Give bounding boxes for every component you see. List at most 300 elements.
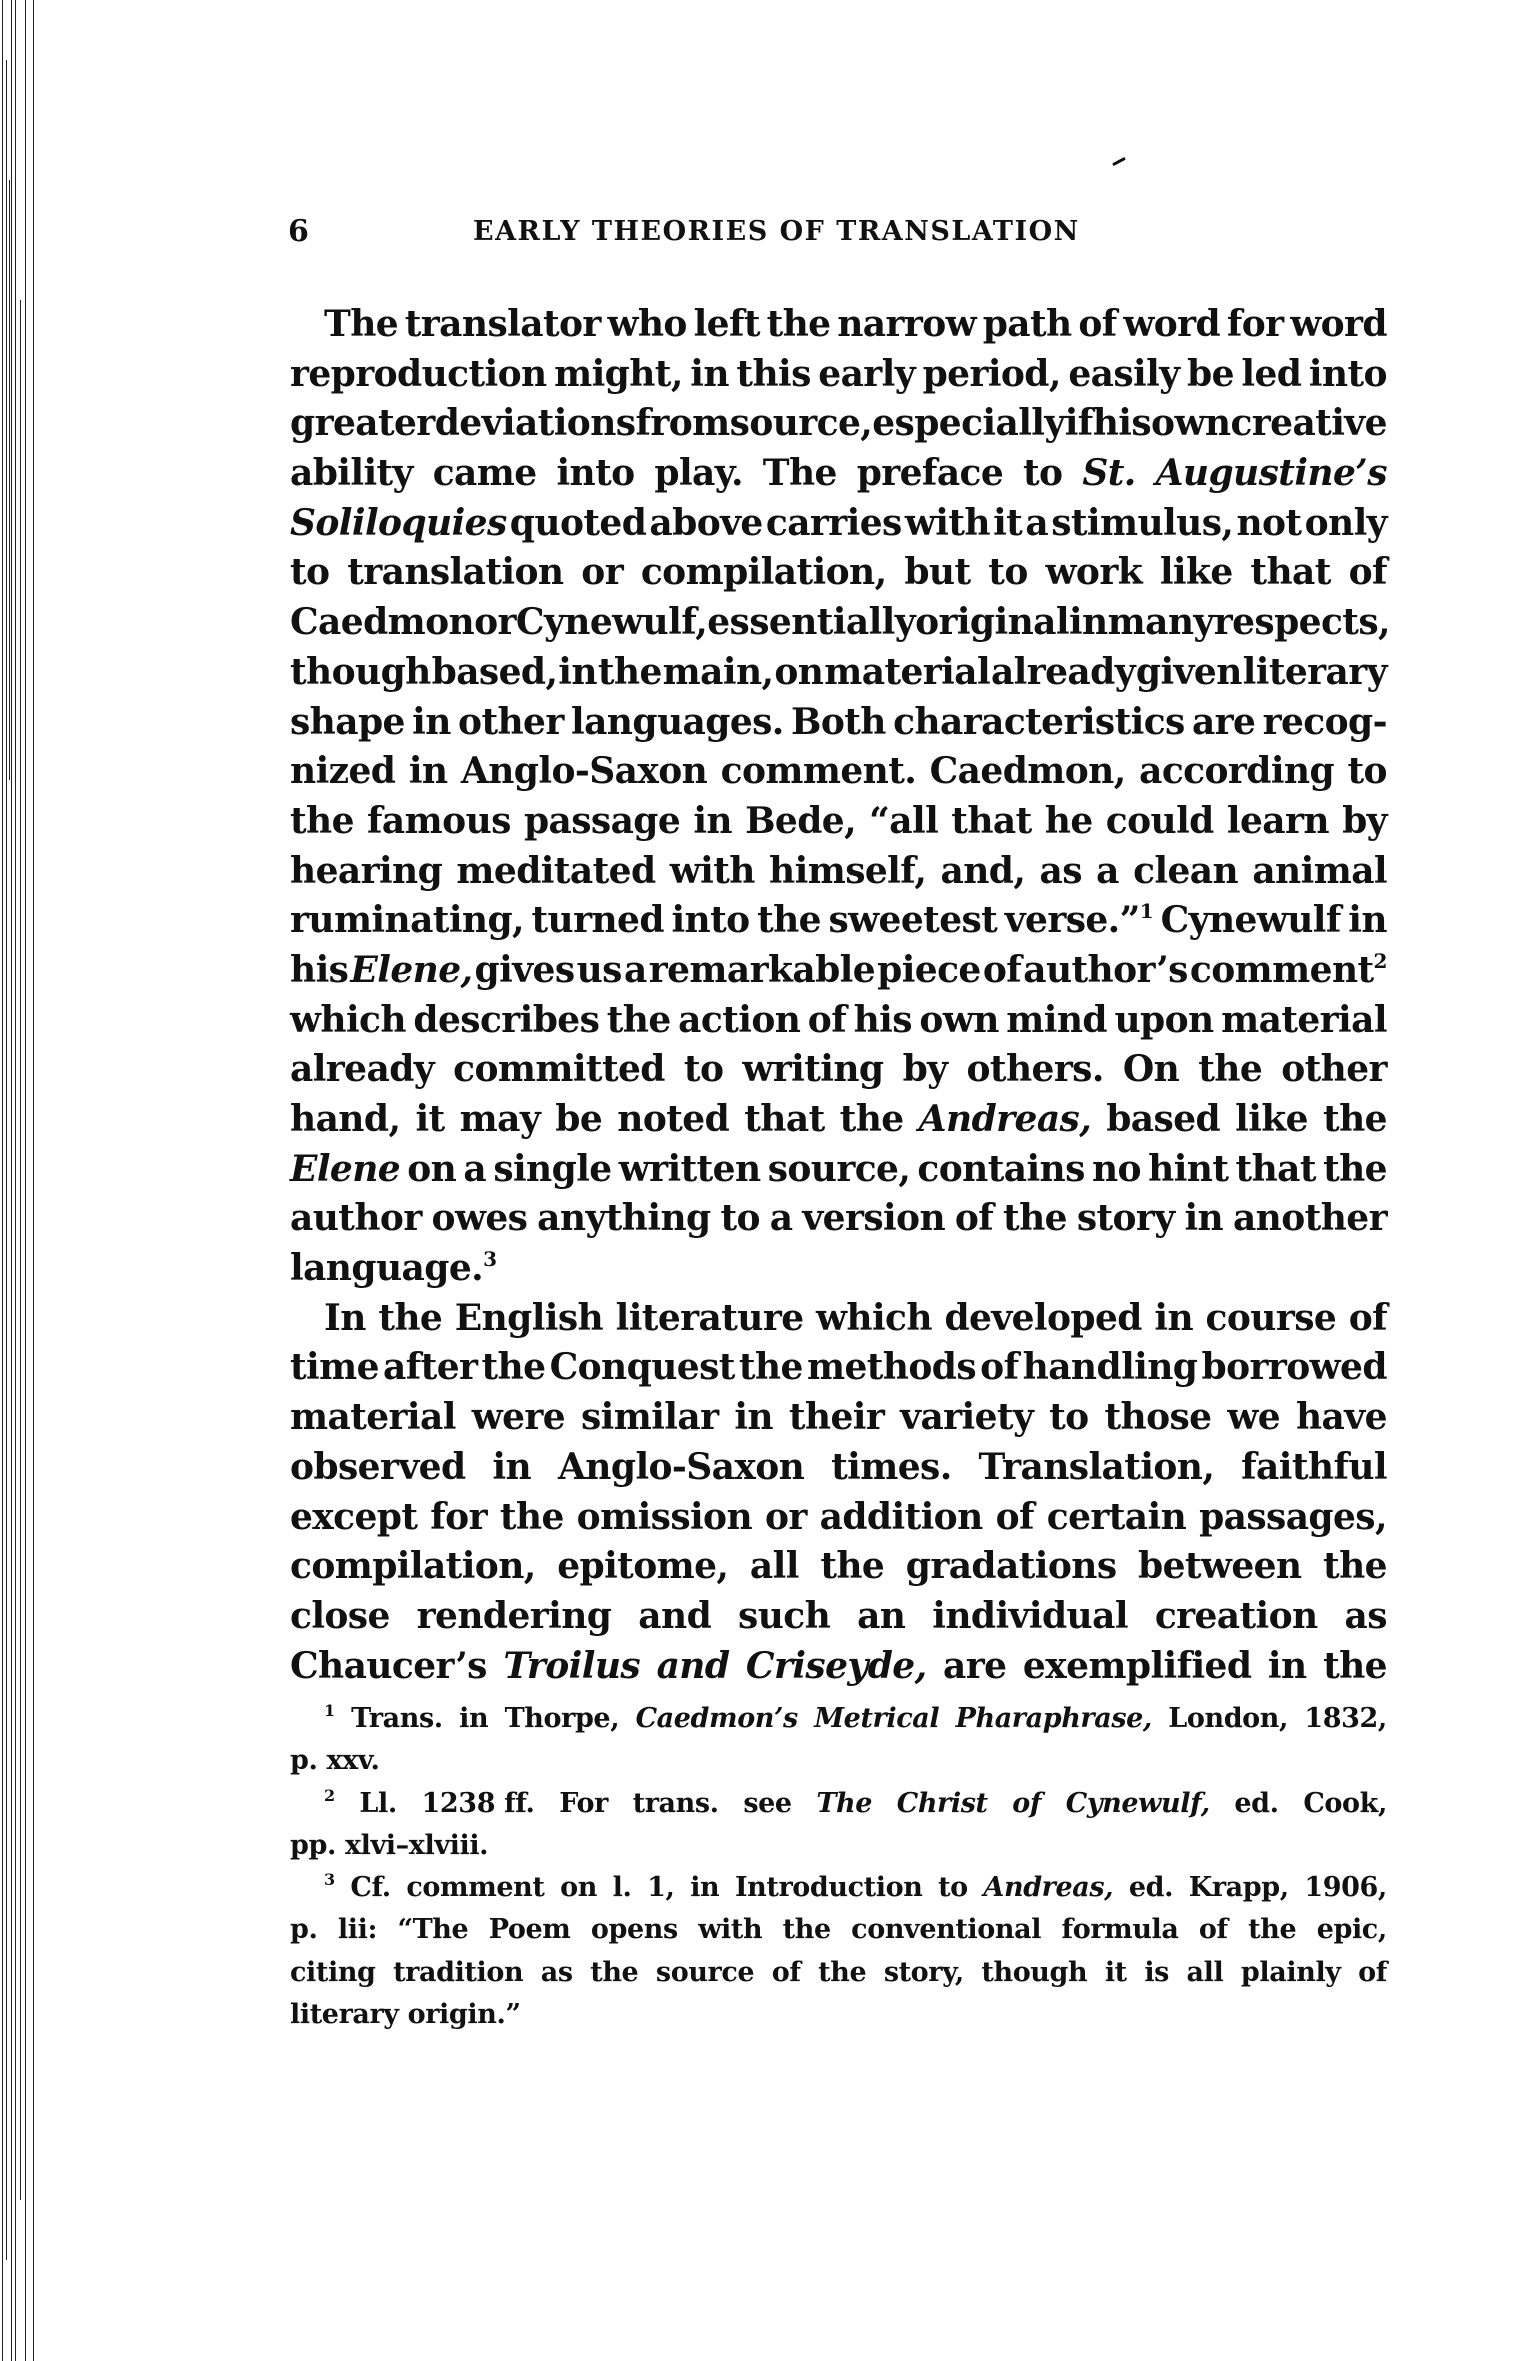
word: be — [1187, 352, 1234, 395]
word: by — [1342, 799, 1387, 842]
word: for — [1226, 303, 1284, 345]
word: like — [1159, 551, 1233, 594]
word: the — [481, 1346, 546, 1389]
word: gives — [474, 948, 575, 991]
word: Elene — [290, 1147, 401, 1190]
word: from — [635, 402, 730, 445]
word: or — [581, 551, 624, 594]
word: “The — [397, 1914, 469, 1946]
word: creation — [1154, 1594, 1318, 1637]
word: On — [1122, 1048, 1180, 1091]
text-line — [290, 1493, 1387, 1543]
text-line — [290, 747, 1387, 797]
word: story — [1076, 1197, 1175, 1240]
word: Troilus — [503, 1644, 641, 1687]
footnote-marker: 2 — [1373, 948, 1387, 973]
word: that — [1250, 551, 1331, 594]
word: literary — [290, 1999, 399, 2031]
word: trans. — [632, 1787, 719, 1819]
word: Anglo-Saxon — [460, 750, 708, 793]
word: the — [820, 1545, 885, 1588]
word: but — [904, 551, 971, 594]
word: in — [1184, 1197, 1224, 1240]
word: Conquest — [549, 1346, 735, 1389]
word: borrowed — [1201, 1346, 1387, 1389]
word: the — [499, 1495, 564, 1538]
word: Caedmon — [290, 601, 475, 644]
word: such — [738, 1594, 831, 1637]
word: Caedmon, — [929, 750, 1126, 793]
word: upon — [1114, 998, 1214, 1041]
word: between — [1138, 1545, 1302, 1588]
word: the — [839, 1098, 904, 1140]
text-line — [290, 797, 1387, 847]
word: passage — [523, 799, 681, 842]
word: ruminating, — [290, 899, 524, 942]
text-line — [290, 847, 1387, 897]
word: Soliloquies — [290, 501, 507, 544]
word: plainly — [1240, 1956, 1341, 1988]
word: clean — [1133, 849, 1239, 892]
word: deviations — [434, 402, 636, 445]
word: in — [1348, 899, 1387, 942]
word: developed — [944, 1296, 1142, 1339]
word: characteristics — [893, 700, 1185, 743]
word: a — [769, 1197, 793, 1240]
word: in — [408, 750, 448, 793]
word: with — [904, 501, 990, 544]
text-line — [290, 1542, 1387, 1592]
word: in — [412, 700, 451, 743]
word: famous — [367, 799, 511, 842]
word: the — [818, 1956, 867, 1988]
word: compilation, — [290, 1545, 536, 1588]
word: single — [493, 1147, 612, 1190]
word: which — [290, 998, 406, 1041]
word: meditated — [456, 849, 656, 892]
word: a — [623, 948, 647, 991]
word: of — [1012, 1787, 1042, 1819]
word: with — [698, 1914, 763, 1946]
word: could — [1105, 799, 1214, 842]
word: another — [1232, 1197, 1387, 1240]
word: “all — [869, 799, 939, 842]
word: noted — [617, 1098, 730, 1140]
word: origin.” — [407, 1999, 521, 2031]
word: Andreas, — [983, 1872, 1114, 1904]
word: those — [1104, 1396, 1212, 1439]
footnote-line — [290, 1825, 1387, 1867]
word: ed. — [1128, 1872, 1174, 1904]
text-line — [290, 1443, 1387, 1493]
word: that — [744, 1098, 825, 1140]
word: observed — [290, 1445, 466, 1488]
word: own — [1151, 402, 1231, 445]
word: For — [559, 1787, 608, 1819]
word: came — [432, 452, 537, 495]
word: 1906, — [1304, 1872, 1387, 1904]
word: are — [1191, 700, 1256, 743]
word: learn — [1226, 799, 1329, 842]
word: comment. — [720, 750, 917, 793]
word: ability — [290, 452, 413, 495]
word: above — [649, 501, 763, 544]
word: Cynewulf, — [1065, 1787, 1210, 1819]
word: in — [693, 799, 732, 842]
word: l. — [612, 1872, 632, 1904]
word: of — [954, 1197, 994, 1240]
word: Criseyde, — [745, 1644, 927, 1687]
word: the — [1003, 1197, 1067, 1240]
word: of — [1198, 1914, 1228, 1946]
word: might, — [554, 352, 683, 395]
word: Translation, — [978, 1445, 1215, 1488]
text-line — [290, 1642, 1387, 1692]
text-line — [290, 1045, 1387, 1095]
word: Chaucer’s — [290, 1644, 487, 1687]
word: be — [555, 1098, 603, 1140]
word: only — [1304, 501, 1387, 544]
word: though — [981, 1956, 1088, 1988]
word: an — [857, 1594, 906, 1637]
word: 1, — [647, 1872, 675, 1904]
word: are — [943, 1644, 1007, 1687]
text-line — [290, 1592, 1387, 1642]
footnote-line — [290, 1867, 1387, 1909]
word: lii: — [337, 1914, 378, 1946]
word: all — [749, 1545, 799, 1588]
word: narrow — [837, 303, 977, 345]
word: quoted — [509, 501, 647, 544]
word: the — [378, 1296, 443, 1339]
text-line — [290, 548, 1387, 598]
word: Caedmon’s — [635, 1703, 798, 1734]
word: hearing — [290, 849, 443, 892]
word: essentially — [707, 601, 916, 644]
word: other — [1281, 1048, 1387, 1091]
word: his — [290, 948, 349, 991]
word: to — [683, 1048, 724, 1091]
word: ed. — [1234, 1787, 1279, 1819]
word: on — [560, 1872, 597, 1904]
word: of — [995, 1495, 1034, 1538]
footnote-line — [290, 1783, 1387, 1825]
word: recog- — [1262, 700, 1387, 743]
word: of — [980, 1346, 1019, 1389]
word: xlvi–xlviii. — [344, 1829, 489, 1861]
word: St. — [1082, 452, 1136, 495]
text-line — [290, 996, 1387, 1046]
word: written — [618, 1147, 761, 1190]
word: Cynewulf — [1160, 899, 1341, 942]
word: or — [764, 1495, 807, 1538]
word: left — [693, 303, 760, 345]
word: already — [290, 1048, 435, 1091]
word: comment — [406, 1872, 545, 1904]
footnote-line — [290, 1952, 1387, 1994]
word: his — [1092, 402, 1152, 445]
word: the — [290, 799, 354, 842]
word: to — [938, 1872, 968, 1904]
word: Cynewulf, — [515, 601, 708, 644]
word: in — [459, 1703, 489, 1734]
word: us — [576, 948, 622, 991]
word: based, — [431, 650, 558, 693]
page-number: 6 — [288, 214, 309, 249]
word: play. — [654, 452, 743, 495]
word: handling — [1022, 1346, 1198, 1389]
word: close — [290, 1594, 390, 1637]
text-line — [290, 1393, 1387, 1443]
word: shape — [290, 700, 405, 743]
word: main, — [662, 650, 774, 693]
word: creative — [1230, 402, 1387, 445]
word: of — [807, 998, 847, 1041]
word: were — [471, 1396, 566, 1439]
text-line — [290, 1244, 1387, 1294]
word: the — [1323, 1098, 1387, 1140]
word: rendering — [416, 1594, 612, 1637]
word: hint — [1148, 1147, 1229, 1190]
word: this — [736, 352, 811, 395]
word: not — [1236, 501, 1302, 544]
word: and, — [940, 849, 1026, 892]
word: of — [1348, 551, 1387, 594]
text-line — [290, 598, 1390, 648]
word: time — [290, 1346, 379, 1389]
word: sweetest — [828, 899, 998, 942]
text-line — [290, 648, 1387, 698]
word: we — [1227, 1396, 1281, 1439]
word: a — [1096, 849, 1119, 892]
word: to — [720, 1197, 760, 1240]
word: citing — [290, 1956, 376, 1988]
word: greater — [290, 402, 435, 445]
word: languages. — [571, 700, 784, 743]
word: the — [1323, 1644, 1387, 1687]
word: The — [324, 303, 399, 345]
word: period, — [922, 352, 1061, 395]
word: in — [558, 650, 597, 693]
word: hand, — [290, 1098, 401, 1140]
word: the — [1323, 1147, 1387, 1190]
word: that — [951, 799, 1032, 842]
word: 1832, — [1304, 1703, 1387, 1734]
word: to — [1049, 1396, 1089, 1439]
word: Ll. — [359, 1787, 397, 1819]
footnote-marker: 3 — [483, 1247, 497, 1272]
text-line — [290, 399, 1387, 449]
word: in — [492, 1445, 532, 1488]
word: in — [734, 1396, 773, 1439]
word: on — [774, 650, 824, 693]
word: word — [1290, 303, 1387, 345]
word: pp. — [290, 1829, 336, 1861]
word: Cf. — [350, 1872, 391, 1904]
word: of — [771, 1956, 801, 1988]
word: it — [993, 501, 1023, 544]
word: into — [556, 452, 635, 495]
word: in — [690, 352, 729, 395]
word: similar — [580, 1396, 719, 1439]
word: verse.”$^1$ — [1004, 899, 1154, 942]
word: action — [678, 998, 801, 1041]
word: himself, — [769, 849, 927, 892]
word: the — [738, 1346, 803, 1389]
word: Anglo-Saxon — [557, 1445, 805, 1488]
text-line — [290, 946, 1387, 996]
word: all — [1186, 1956, 1224, 1988]
text-line — [290, 1145, 1387, 1195]
word: he — [1044, 799, 1093, 842]
word: Thorpe, — [504, 1703, 620, 1734]
word: in — [1154, 1296, 1194, 1339]
word: it — [415, 1098, 445, 1140]
word: methods — [806, 1346, 977, 1389]
word: into — [671, 899, 750, 942]
word: word — [1123, 303, 1221, 345]
footnote-line — [290, 1740, 1387, 1782]
word: if — [1064, 402, 1093, 445]
word: gradations — [905, 1545, 1117, 1588]
word: work — [1045, 551, 1143, 594]
word: with — [669, 849, 755, 892]
word: certain — [1046, 1495, 1187, 1538]
word: author — [290, 1197, 422, 1240]
word: Both — [791, 700, 886, 743]
word: conventional — [851, 1914, 1042, 1946]
word: of — [1078, 303, 1117, 345]
word: Poem — [488, 1914, 571, 1946]
word: to — [988, 551, 1028, 594]
pen-tick-mark — [1112, 157, 1126, 166]
word — [324, 1783, 335, 1825]
word: tradition — [393, 1956, 524, 1988]
word: other — [458, 700, 564, 743]
word: literary — [1242, 650, 1387, 693]
word: version — [802, 1197, 946, 1240]
footnotes — [290, 1698, 1387, 2036]
word: like — [1235, 1098, 1308, 1140]
word: have — [1295, 1396, 1387, 1439]
word: variety — [900, 1396, 1034, 1439]
word: the — [1248, 1914, 1297, 1946]
footnote-marker: 3 — [324, 1870, 335, 1890]
word: language.$^3$ — [290, 1247, 497, 1290]
word: Bede, — [745, 799, 857, 842]
word: after — [383, 1346, 478, 1389]
word: Metrical — [814, 1703, 940, 1734]
word: turned — [531, 899, 664, 942]
word: mind — [1006, 998, 1107, 1041]
word: epitome, — [557, 1545, 729, 1588]
word: reproduction — [290, 352, 547, 395]
word: individual — [932, 1594, 1128, 1637]
word — [324, 1867, 335, 1909]
text-line — [290, 1343, 1387, 1393]
word: source, — [729, 402, 873, 445]
word: carries — [765, 501, 902, 544]
word: others. — [966, 1048, 1104, 1091]
word: and — [656, 1644, 730, 1687]
word: though — [290, 650, 431, 693]
word: opens — [590, 1914, 678, 1946]
word: the — [766, 303, 831, 345]
word: writing — [742, 1048, 884, 1091]
word: Andreas, — [918, 1098, 1092, 1140]
word: contains — [917, 1147, 1085, 1190]
word: remarkable — [648, 948, 876, 991]
word: stimulus, — [1051, 501, 1234, 544]
word: faithful — [1241, 1445, 1387, 1488]
scan-edge-artifact — [0, 0, 36, 2361]
text-line — [290, 300, 1387, 350]
word: source — [655, 1956, 755, 1988]
word: according — [1139, 750, 1335, 793]
word: respects, — [1213, 601, 1390, 644]
word: based — [1106, 1098, 1221, 1140]
word: Augustine’s — [1155, 452, 1387, 495]
word: the — [597, 650, 662, 693]
word: as — [1039, 849, 1082, 892]
word: to — [1347, 750, 1387, 793]
word: as — [540, 1956, 573, 1988]
word: already — [990, 650, 1136, 693]
word: formula — [1061, 1914, 1179, 1946]
word: of — [982, 948, 1022, 991]
text-line — [290, 449, 1387, 499]
word: p. — [290, 1914, 318, 1946]
word: translator — [404, 303, 601, 345]
word: course — [1205, 1296, 1337, 1339]
word: easily — [1068, 352, 1180, 395]
word: author’s — [1023, 948, 1188, 991]
footnote-marker: 1 — [1139, 899, 1154, 924]
word: in — [1267, 1644, 1307, 1687]
word: many — [1107, 601, 1214, 644]
word: Elene, — [350, 948, 473, 991]
word: who — [607, 303, 687, 345]
word: exemplified — [1022, 1644, 1252, 1687]
running-head-title: EARLY THEORIES OF TRANSLATION — [473, 216, 1080, 247]
word: Introduction — [734, 1872, 923, 1904]
footnote-marker: 1 — [324, 1701, 335, 1720]
text-line — [290, 896, 1387, 946]
word: owes — [431, 1197, 528, 1240]
word: of — [1348, 1296, 1387, 1339]
word: animal — [1252, 849, 1387, 892]
word: is — [1144, 1956, 1169, 1988]
word: nized — [290, 750, 396, 793]
word: addition — [819, 1495, 983, 1538]
word: Trans. — [351, 1703, 443, 1734]
word: Cook, — [1303, 1787, 1387, 1819]
word: of — [1358, 1956, 1387, 1988]
word: for — [430, 1495, 487, 1538]
word: in — [1068, 601, 1108, 644]
word: their — [788, 1396, 885, 1439]
word: his — [853, 998, 912, 1041]
word: the — [1323, 1545, 1387, 1588]
word: a — [1025, 501, 1049, 544]
word: except — [290, 1495, 418, 1538]
word: literature — [615, 1296, 804, 1339]
word: it — [1104, 1956, 1127, 1988]
footnote-line — [290, 1698, 1387, 1740]
word: Pharaphrase, — [955, 1703, 1152, 1734]
word: The — [816, 1787, 873, 1819]
word: London, — [1168, 1703, 1289, 1734]
